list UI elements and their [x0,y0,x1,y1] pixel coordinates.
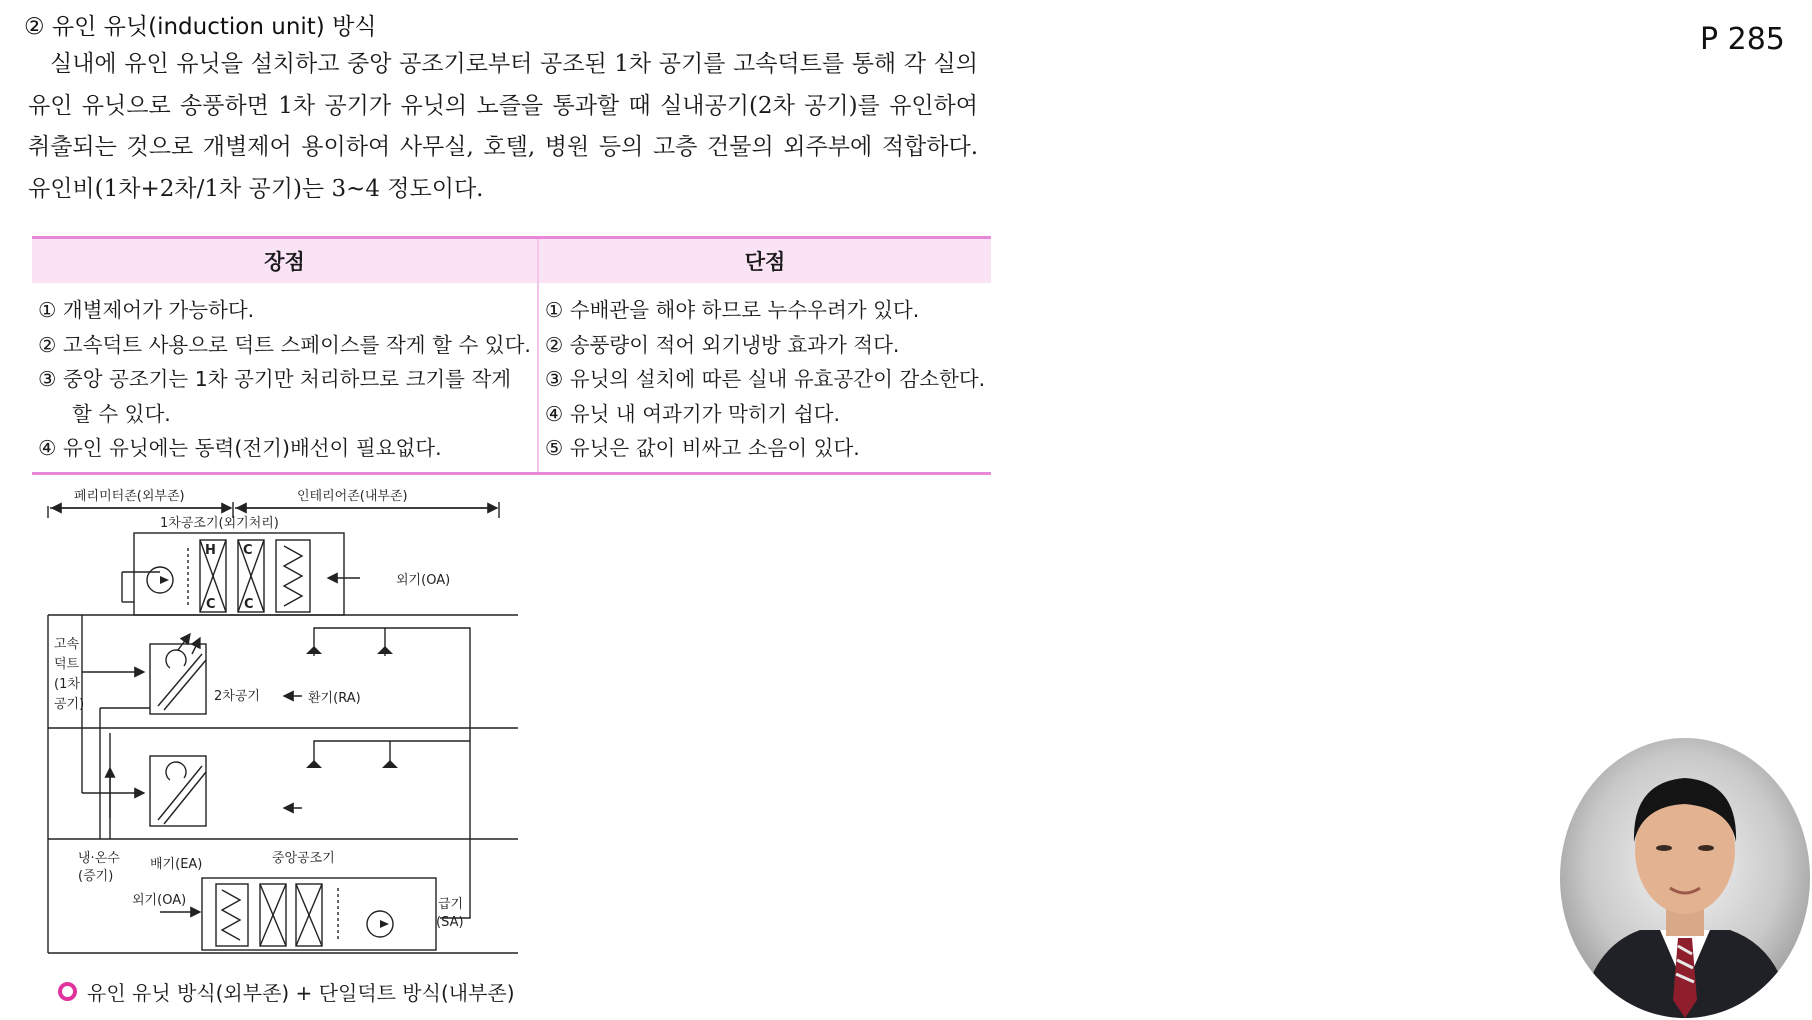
cons-header: 단점 [538,238,991,284]
exhaust-air-label: 배기(EA) [150,857,203,872]
cons-item: ① 수배관을 해야 하므로 누수우려가 있다. [544,298,920,322]
perimeter-zone-label: 페리미터존(외부존) [74,489,185,504]
chilled-hot-water-label: 냉·온수 [78,851,120,866]
pros-cell [32,283,538,473]
cons-item: ③ 유닛의 설치에 따른 실내 유효공간이 감소한다. [544,367,986,391]
cons-item: ⑤ 유닛은 값이 비싸고 소음이 있다. [544,436,860,460]
chilled-hot-water-label: (증기) [78,869,114,884]
presenter-photo [1560,738,1810,1018]
pros-header: 장점 [32,238,538,284]
outdoor-air-label-top: 외기(OA) [396,573,451,588]
coil-c-top-label: C [243,543,253,558]
supply-air-label: 급기 [438,897,464,912]
primary-ahu-label: 1차공조기(외기처리) [160,516,279,531]
pros-item: ① 개별제어가 가능하다. [38,298,255,322]
duct-label-line: 공기) [54,697,85,712]
cons-item: ④ 유닛 내 여과기가 막히기 쉽다. [544,401,841,426]
paragraph-text: 실내에 유인 유닛을 설치하고 중앙 공조기로부터 공조된 1차 공기를 고속덕트를 통해 각 실의 유인 유닛으로 송풍하면 1차 공기가 유닛의 노즐을 통과할 때 실내공기(2차 공기)를 유인하여 취출되는 것으로 개별제어 용이하여 사무실, 호텔, 병원 등의 고층 건물의 외주부에 적합하다. 유인비(1차+2차/1차 공기)는 3~4 정도이다. [28,51,978,202]
secondary-air-label: 2차공기 [214,689,260,704]
central-ahu-label: 중앙공조기 [272,851,335,866]
caption-text: 유인 유닛 방식(외부존) + 단일덕트 방식(내부존) [87,981,515,1005]
interior-zone-label: 인테리어존(내부존) [297,489,408,504]
page-number: P 285 [1700,22,1785,57]
caption-bullet-icon [58,982,77,1001]
duct-label-line: 고속 [54,637,80,652]
duct-label-line: (1차 [54,677,80,692]
coil-c-bottom-label: C [244,597,254,612]
induction-unit-diagram [40,478,520,963]
figure-caption [58,977,515,1006]
outdoor-air-label-bottom: 외기(OA) [132,893,187,908]
supply-air-label: (SA) [436,915,464,930]
duct-label-line: 덕트 [54,657,80,672]
pros-item: ② 고속덕트 사용으로 덕트 스페이스를 작게 할 수 있다. [38,332,531,357]
pros-item-continuation: 할 수 있다. [72,401,171,426]
cons-cell [538,283,991,473]
body-paragraph [28,44,978,210]
pros-item: ④ 유인 유닛에는 동력(전기)배선이 필요없다. [38,436,442,460]
pros-item: ③ 중앙 공조기는 1차 공기만 처리하므로 크기를 작게 [38,367,512,391]
section-heading: ② 유인 유닛(induction unit) 방식 [24,14,377,40]
coil-h-label: H [205,543,216,558]
return-air-label: 환기(RA) [308,691,361,706]
coil-c-bottom-label: C [206,597,216,612]
pros-cons-table [32,236,991,475]
cons-item: ② 송풍량이 적어 외기냉방 효과가 적다. [544,332,900,357]
